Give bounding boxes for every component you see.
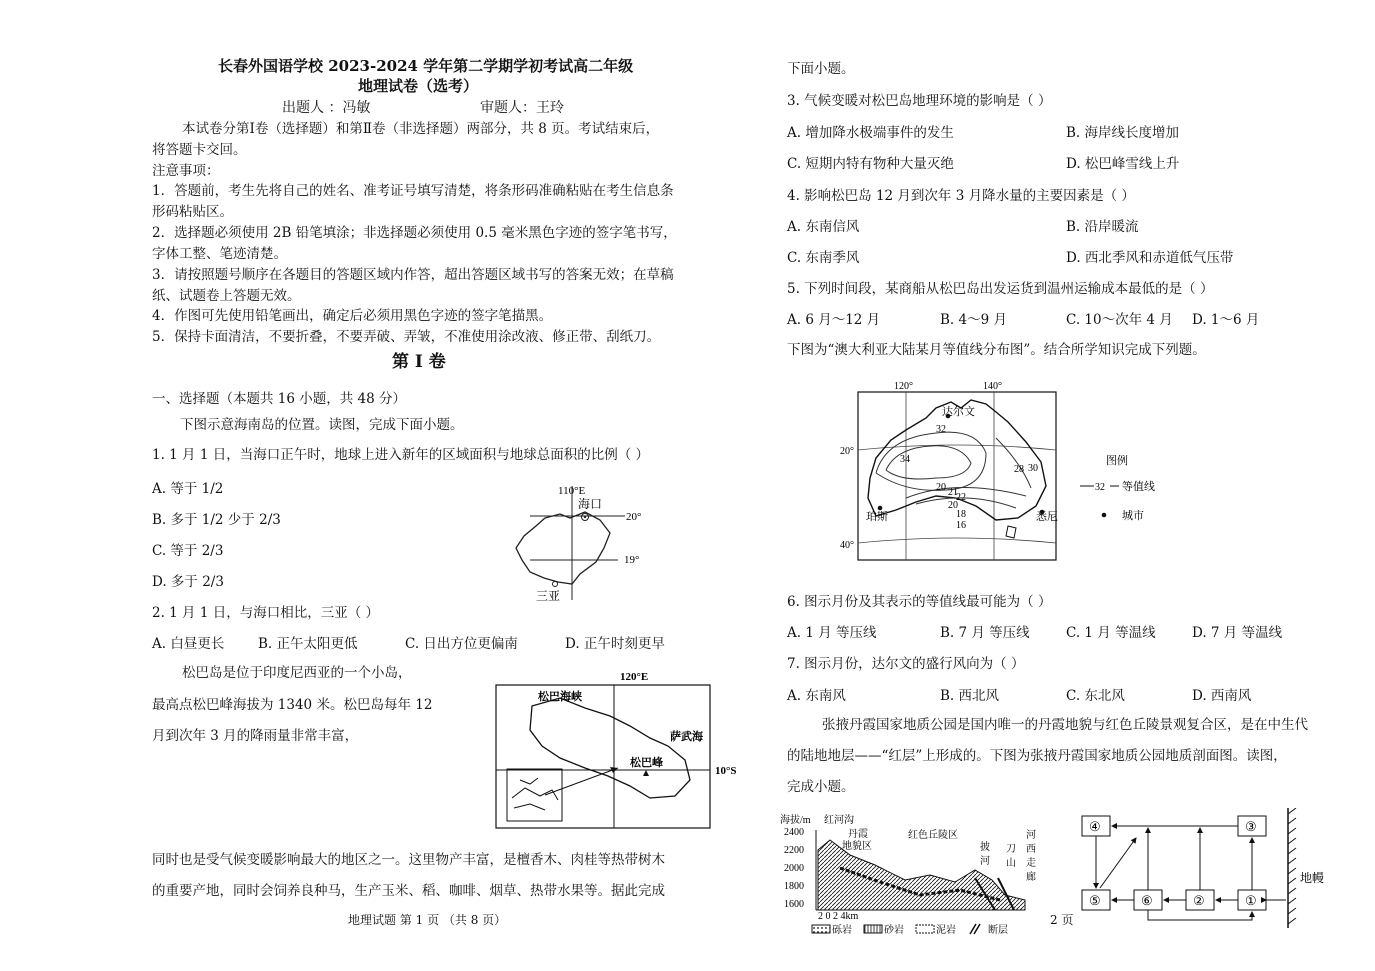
intro-line-2: 将答题卡交回。 [152,142,247,158]
reviewer: 审题人：王玲 [480,100,564,116]
zhangye-text-2: 的陆地地层——“红层”上形成的。下图为张掖丹霞国家地质公园地质剖面图。读图， [787,748,1287,764]
strait-label: 松巴海峡 [538,691,582,703]
q6-option-d: D. 7 月 等温线 [1192,625,1283,641]
lat-19-label: 19° [624,554,640,566]
profile-he1: 河 [980,856,990,867]
notice-2a: 2．选择题必须使用 2B 铅笔填涂；非选择题必须使用 0.5 毫米黑色字迹的签字笔书写， [152,225,677,241]
profile-red-hills: 红色丘陵区 [908,830,958,841]
profile-zou: 走 [1026,858,1036,869]
q6-stem: 6. 图示月份及其表示的等值线最可能为（ ） [787,594,1052,610]
aus-lat-40: 40° [840,540,854,551]
exam-subtitle: 地理试卷（选考） [358,77,479,95]
zhangye-text-3: 完成小题。 [787,779,855,795]
notice-3a: 3．请按照题号顺序在各题目的答题区域内作答，超出答题区域书写的答案无效；在草稿 [152,267,674,283]
iso-28: 28 [1014,464,1024,475]
profile-y-1800: 1800 [784,881,804,892]
sumba-text-3: 月到次年 3 月的降雨量非常丰富， [152,728,359,744]
sumba-text-4: 同时也是受气候变暖影响最大的地区之一。这里物产丰富，是檀香木、肉桂等热带树木 [152,852,665,868]
hainan-map [500,478,660,608]
part-heading: 一、选择题（本题共 16 小题，共 48 分） [152,391,407,407]
aus-lon-120: 120° [894,381,913,392]
mantle-label: 地幔 [1300,871,1325,885]
page-footer-left: 地理试题 第 1 页 （共 8 页） [348,913,507,927]
zhangye-text-1: 张掖丹霞国家地质公园是国内唯一的丹霞地貌与红色丘陵景观复合区，是在中生代 [822,717,1308,733]
profile-pi: 披 [980,842,990,853]
rock-cycle-diagram [1070,808,1330,928]
aus-lon-140: 140° [983,381,1002,392]
q6-option-a: A. 1 月 等压线 [787,625,877,641]
profile-y-2400: 2400 [784,827,804,838]
sumba-lat-label: 10°S [715,765,737,777]
q4-option-c: C. 东南季风 [787,250,860,266]
profile-danxia: 丹霞 [848,829,868,840]
q3-option-b: B. 海岸线长度增加 [1066,125,1180,141]
profile-lang: 廊 [1026,872,1036,883]
sanya-dot [553,582,558,587]
notice-1a: 1．答题前，考生先将自己的姓名、准考证号填写清楚，将条形码准确粘贴在考生信息条 [152,183,674,199]
q3-option-c: C. 短期内特有物种大量灭绝 [787,156,954,172]
aus-lat-20: 20° [840,446,854,457]
notice-3b: 纸、试题卷上答题无效。 [152,288,301,304]
profile-landform: 地貌区 [842,841,872,852]
sea-label: 萨武海 [670,731,703,743]
geologic-profile [780,810,1060,940]
sumba-outline [530,698,690,798]
q1-option-d: D. 多于 2/3 [152,574,224,590]
box-6: ⑥ [1141,893,1153,908]
page-footer-right: 2 页 [1050,913,1074,927]
iso-21: 21 [948,487,958,498]
q4-option-d: D. 西北季风和赤道低气压带 [1066,250,1234,266]
q3-option-d: D. 松巴峰雪线上升 [1066,156,1180,172]
q3-option-a: A. 增加降水极端事件的发生 [787,125,954,141]
iso-30: 30 [1028,463,1038,474]
q2-stem: 2. 1 月 1 日，与海口相比，三亚（ ） [152,605,380,621]
q5-option-b: B. 4～9 月 [940,312,1007,328]
sumba-text-5: 的重要产地，同时会饲养良种马，生产玉米、稻、咖啡、烟草、热带水果等。据此完成 [152,883,665,899]
notice-label: 注意事项： [152,163,220,179]
exam-title: 长春外国语学校 2023-2024 学年第二学期学初考试高二年级 [218,57,634,75]
legend-sandstone: 砂岩 [884,925,904,936]
iso-18: 18 [956,509,966,520]
q7-option-c: C. 东北风 [1066,688,1125,704]
box-5: ⑤ [1089,893,1101,908]
q5-stem: 5. 下列时间段，某商船从松巴岛出发运货到温州运输成本最低的是（ ） [787,281,1214,297]
section-heading: 第 I 卷 [392,352,446,372]
q7-option-b: B. 西北风 [940,688,1000,704]
hainan-lead: 下图示意海南岛的位置。读图，完成下面小题。 [180,417,464,433]
q7-option-a: A. 东南风 [787,688,846,704]
notice-5: 5．保持卡面清洁，不要折叠，不要弄破、弄皱，不准使用涂改液、修正带、刮纸刀。 [152,329,661,345]
q1-option-b: B. 多于 1/2 少于 2/3 [152,512,281,528]
profile-he2: 河 [1026,830,1036,841]
q2-option-d: D. 正午时刻更早 [565,636,665,652]
q6-option-c: C. 1 月 等温线 [1066,625,1156,641]
setter: 出题人 ：冯敏 [282,100,371,116]
haikou-label: 海口 [578,497,603,511]
iso-22: 22 [956,492,966,503]
iso-32: 32 [936,424,946,435]
aus-legend-city-label: 城市 [1122,510,1144,522]
intro-line-1: 本试卷分第Ⅰ卷（选择题）和第Ⅱ卷（非选择题）两部分，共 8 页。考试结束后， [182,121,660,137]
notice-1b: 形码粘贴区。 [152,204,233,220]
q2-option-a: A. 白昼更长 [152,636,225,652]
profile-y-2000: 2000 [784,863,804,874]
q7-stem: 7. 图示月份，达尔文的盛行风向为（ ） [787,656,1025,672]
q2-option-b: B. 正午太阳更低 [258,636,358,652]
q5-option-d: D. 1～6 月 [1192,312,1260,328]
profile-hongyegou: 红河沟 [824,815,854,826]
sanya-label: 三亚 [536,589,561,603]
box-4: ④ [1089,819,1101,834]
sumba-text-2: 最高点松巴峰海拔为 1340 米。松巴岛每年 12 [152,697,433,713]
aus-legend-line-value: 32 [1095,482,1105,493]
box-1: ① [1245,893,1257,908]
aus-lead: 下图为“澳大利亚大陆某月等值线分布图”。结合所学知识完成下列题。 [787,342,1206,358]
iso-20a: 20 [936,482,946,493]
profile-dao: 刀 [1006,844,1016,855]
q4-option-b: B. 沿岸暖流 [1066,219,1139,235]
hainan-outline [516,512,610,584]
lat-20-label: 20° [626,511,642,523]
peak-label: 松巴峰 [630,757,663,769]
profile-y-1600: 1600 [784,899,804,910]
box-2: ② [1193,893,1205,908]
q1-stem: 1. 1 月 1 日，当海口正午时，地球上进入新年的区域面积与地球总面积的比例（ ） [152,447,650,463]
q5-option-c: C. 10～次年 4 月 [1066,312,1173,328]
q7-option-d: D. 西南风 [1192,688,1252,704]
profile-y-2200: 2200 [784,845,804,856]
aus-legend-title: 图例 [1106,455,1128,467]
iso-16: 16 [956,520,966,531]
q1-option-c: C. 等于 2/3 [152,543,224,559]
sumba-peak-icon [643,770,649,776]
box-3: ③ [1245,819,1257,834]
notice-2b: 字体工整、笔迹清楚。 [152,246,287,262]
perth-dot [878,506,883,511]
sumba-lon-label: 120°E [620,671,649,683]
profile-y-label: 海拔/m [780,815,811,826]
q4-option-a: A. 东南信风 [787,219,860,235]
sumba-map [490,668,750,833]
perth-label: 珀斯 [866,511,888,523]
legend-conglomerate: 砾岩 [832,925,852,936]
profile-scale: 2 0 2 4km [818,911,859,922]
aus-legend-line-label: 等值线 [1122,481,1155,493]
q1-option-a: A. 等于 1/2 [152,481,224,497]
cont-text: 下面小题。 [787,61,855,77]
darwin-label: 达尔文 [942,406,975,418]
q2-option-c: C. 日出方位更偏南 [405,636,518,652]
q5-option-a: A. 6 月～12 月 [787,312,881,328]
iso-34: 34 [900,454,910,465]
q4-stem: 4. 影响松巴岛 12 月到次年 3 月降水量的主要因素是（ ） [787,188,1135,204]
sydney-label: 悉尼 [1036,511,1058,523]
notice-4: 4．作图可先使用铅笔画出，确定后必须用黑色字迹的签字笔描黑。 [152,308,553,324]
sumba-text-1: 松巴岛是位于印度尼西亚的一个小岛， [182,665,412,681]
australia-map [836,378,1176,568]
q6-option-b: B. 7 月 等压线 [940,625,1030,641]
hainan-lon-label: 110°E [558,485,586,497]
legend-mudstone: 泥岩 [936,925,956,936]
q3-stem: 3. 气候变暖对松巴岛地理环境的影响是（ ） [787,93,1052,109]
iso-20b: 20 [948,500,958,511]
profile-shan: 山 [1006,858,1016,869]
profile-xi: 西 [1026,844,1036,855]
legend-fault: 断层 [988,925,1008,936]
